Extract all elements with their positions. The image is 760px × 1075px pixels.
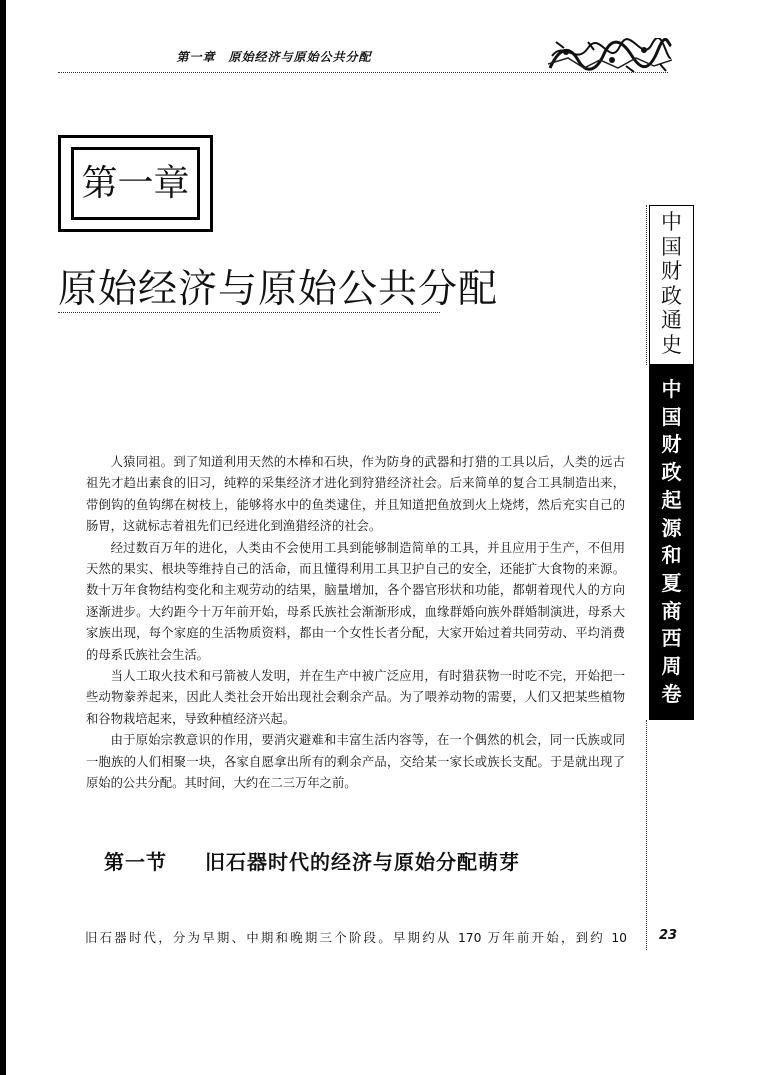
volume-char: 起: [661, 487, 682, 512]
chapter-label: 第一章: [81, 162, 190, 204]
dragon-pattern-icon: [548, 38, 672, 74]
chapter-title: 原始经济与原始公共分配: [58, 267, 499, 312]
section-number: 第一节: [104, 850, 167, 874]
volume-char: 周: [661, 654, 682, 679]
margin-rule-top: [646, 205, 647, 365]
margin-rule-bottom: [646, 720, 647, 950]
volume-char: 和: [661, 543, 682, 568]
series-char: 中: [661, 210, 682, 234]
paragraph: 由于原始宗教意识的作用，要消灾避难和丰富生活内容等，在一个偶然的机会，同一氏族或同一胞族的人们相聚一块，各家自愿拿出所有的剩余产品，交给某一家长或族长支配。于是就出现了原始的公共分配。其时间，大约在二三万年之前。: [86, 733, 625, 791]
volume-char: 财: [661, 432, 682, 457]
paragraph: 人猿同祖。到了知道利用天然的木棒和石块，作为防身的武器和打猎的工具以后，人类的远古祖先才趋出素食的旧习，纯粹的采集经济才进化到狩猎经济社会。后来简单的复合工具制造出来，带倒钩的鱼钩绑在树枝上，能够将水中的鱼类逮住，并且知道把鱼放到火上烧烤，然后充实自己的肠胃，这就标志着祖先们已经进化到渔猎经济的社会。: [86, 455, 625, 534]
running-header: 第一章 原始经济与原始公共分配: [176, 50, 372, 64]
section-first-line: 旧石器时代，分为早期、中期和晚期三个阶段。早期约从 170 万年前开始，到约 10: [85, 931, 627, 945]
volume-char: 卷: [661, 681, 682, 706]
title-divider: [58, 312, 440, 313]
volume-char: 国: [661, 404, 682, 429]
page-number: 23: [659, 928, 678, 943]
volume-char: 中: [661, 377, 682, 401]
chapter-intro: [86, 452, 625, 795]
volume-char: 源: [661, 515, 682, 540]
header-divider: [58, 72, 668, 73]
volume-char: 政: [661, 460, 682, 485]
paragraph: 经过数百万年的进化，人类由不会使用工具到能够制造简单的工具，并且应用于生产，不但用天然的果实、根块等维持自己的活命，而且懂得利用工具卫护自己的安全，还能扩大食物的来源。数十万年食物结构变化和主观劳动的结果，脑量增加，各个器官形状和功能，都朝着现代人的方向逐渐进步。大约距今十万年前开始，母系氏族社会渐渐形成，血缘群婚向族外群婚制演进，母系大家族出现，每个家庭的生活物质资料，都由一个女性长者分配，大家开始过着共同劳动、平均消费的母系氏族社会生活。: [86, 540, 625, 662]
volume-tab: [649, 365, 694, 720]
section-title: 旧石器时代的经济与原始分配萌芽: [205, 850, 520, 874]
paragraph: 当人工取火技术和弓箭被人发明，并在生产中被广泛应用，有时猎获物一时吃不完，开始把一些动物豢养起来，因此人类社会开始出现社会剩余产品。为了喂养动物的需要，人们又把某些植物和谷物栽培起来，导致种植经济兴起。: [86, 669, 625, 726]
volume-char: 商: [661, 598, 682, 623]
chapter-label-box: [58, 135, 213, 232]
series-char: 财: [661, 259, 682, 284]
series-char: 史: [661, 332, 682, 357]
section-heading: [104, 846, 520, 875]
volume-char: 夏: [661, 571, 682, 596]
series-char: 国: [661, 234, 682, 259]
series-char: 政: [661, 283, 682, 308]
series-tab: [649, 205, 694, 365]
volume-char: 西: [661, 626, 682, 651]
series-char: 通: [661, 308, 682, 333]
chapter-label-frame: [71, 147, 200, 220]
page-edge-bar: [0, 0, 6, 1075]
